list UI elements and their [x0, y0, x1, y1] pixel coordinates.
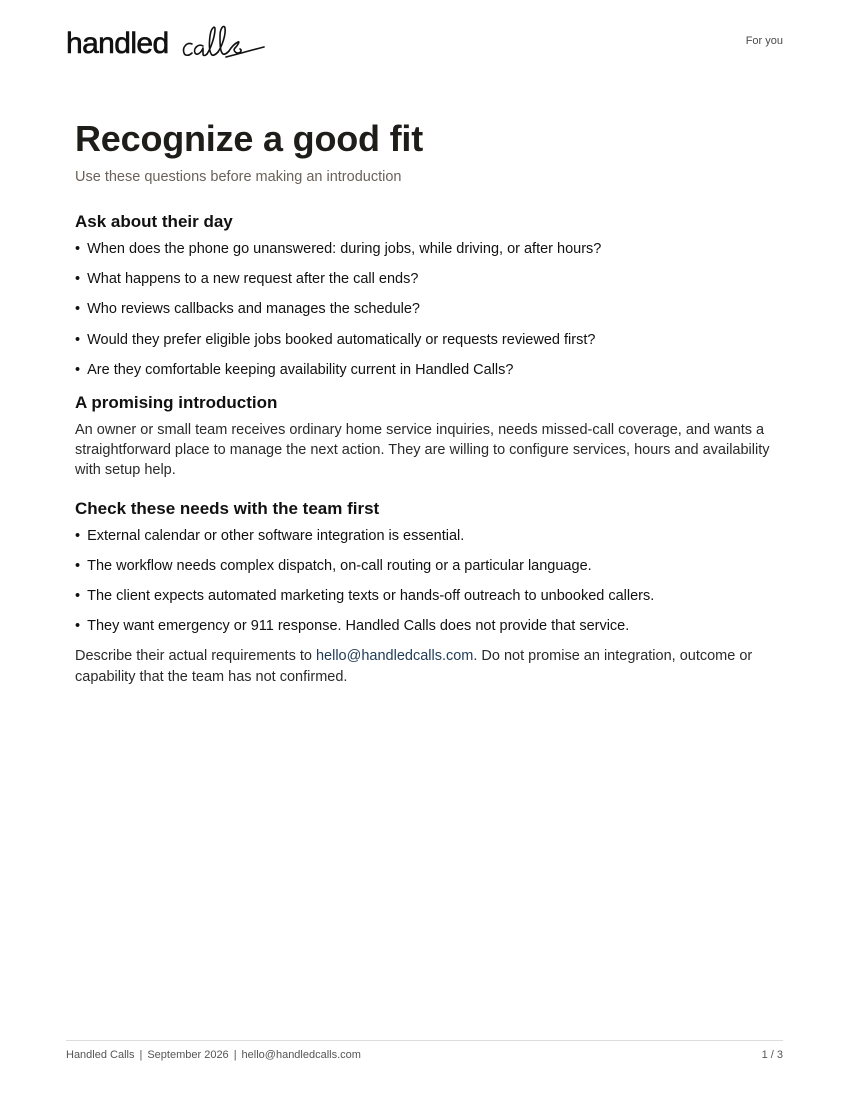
footer-separator: |	[233, 1049, 237, 1061]
list-item: • What happens to a new request after the call ends?	[75, 271, 419, 288]
brand-logo	[66, 22, 276, 70]
closing-text-after: . Do not promise an integration, outcome or capability that the team has not confirmed.	[75, 648, 753, 685]
question-list	[75, 239, 780, 380]
footer-separator: |	[139, 1049, 143, 1061]
list-item: • They want emergency or 911 response. Handled Calls does not provide that service.	[75, 618, 630, 635]
contact-email-link[interactable]: hello@handledcalls.com	[315, 648, 474, 665]
logo-wordmark: handled	[66, 27, 169, 60]
section-heading-ask-about-their-day: Ask about their day	[75, 212, 233, 231]
list-item: • Who reviews callbacks and manages the schedule?	[75, 301, 420, 318]
section-heading-check-needs: Check these needs with the team first	[75, 498, 380, 518]
closing-paragraph	[75, 646, 780, 687]
list-item: • External calendar or other software integration is essential.	[75, 527, 465, 544]
list-item: • The workflow needs complex dispatch, on-call routing or a particular language.	[75, 557, 592, 574]
list-item: • When does the phone go unanswered: during jobs, while driving, or after hours?	[75, 241, 602, 257]
header-for-you-label: For you	[745, 35, 783, 47]
list-item: • Would they prefer eligible jobs booked automatically or requests reviewed first?	[75, 331, 596, 348]
page-title: Recognize a good fit	[75, 118, 424, 159]
section-heading-promising-introduction: A promising introduction	[75, 392, 278, 412]
footer-divider	[66, 1040, 783, 1041]
list-item: • The client expects automated marketing texts or hands-off outreach to unbooked callers.	[75, 588, 655, 605]
page-number: 1 / 3	[761, 1049, 783, 1061]
list-item: • Are they comfortable keeping availability current in Handled Calls?	[75, 361, 514, 378]
needs-list	[75, 526, 780, 637]
closing-text-before: Describe their actual requirements to	[75, 648, 316, 665]
logo-script-calls	[178, 22, 268, 68]
footer-company: Handled Calls	[66, 1049, 135, 1061]
footer-info	[66, 1049, 361, 1061]
main-content	[75, 118, 780, 687]
footer-email: hello@handledcalls.com	[241, 1049, 361, 1061]
page-subtitle: Use these questions before making an introduction	[75, 169, 402, 185]
introduction-paragraph: An owner or small team receives ordinary home service inquiries, needs missed-call coverage, and wants a straightforward place to manage the next action. They are willing to configure services, hours and availability with setup help.	[75, 421, 770, 479]
footer-date: September 2026	[147, 1049, 229, 1061]
